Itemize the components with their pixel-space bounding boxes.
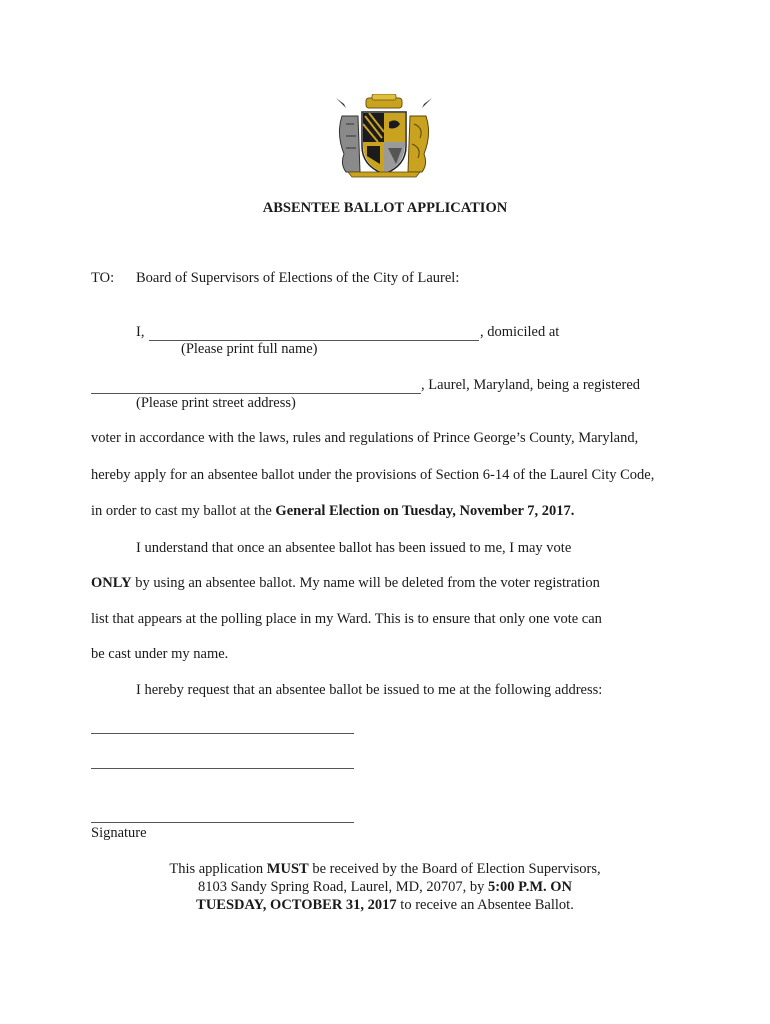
signature-label: Signature <box>91 825 147 841</box>
footer-text: 8103 Sandy Spring Road, Laurel, MD, 20707, by <box>197 879 488 895</box>
footer-text: be received by the Board of Election Supervisors, <box>308 861 601 877</box>
footer-line-1 <box>0 861 770 878</box>
body-line: list that appears at the polling place in my Ward. This is to ensure that only one vote can <box>91 611 602 627</box>
street-address-field[interactable] <box>91 393 421 394</box>
body-line: voter in accordance with the laws, rules and regulations of Prince George’s County, Maryland, <box>91 430 639 446</box>
to-recipient: Board of Supervisors of Elections of the City of Laurel: <box>136 270 460 286</box>
footer-must: MUST <box>266 861 309 877</box>
body-line: I hereby request that an absentee ballot be issued to me at the following address: <box>136 682 603 698</box>
footer-text: This application <box>169 861 267 877</box>
body-line: hereby apply for an absentee ballot under the provisions of Section 6-14 of the Laurel City Code, <box>91 467 655 483</box>
mailing-address-line-1[interactable] <box>91 733 354 734</box>
to-label: TO: <box>91 270 115 286</box>
footer-line-2 <box>0 879 770 896</box>
body-text: by using an absentee ballot. My name will be deleted from the voter registration <box>131 575 600 591</box>
footer-text: to receive an Absentee Ballot. <box>396 897 574 913</box>
body-line: I understand that once an absentee ballot has been issued to me, I may vote <box>136 540 572 556</box>
full-name-hint: (Please print full name) <box>181 341 318 357</box>
body-text: in order to cast my ballot at the <box>91 503 276 519</box>
election-date: General Election on Tuesday, November 7, 2017. <box>275 503 575 519</box>
address-suffix: , Laurel, Maryland, being a registered <box>421 377 641 393</box>
street-address-hint: (Please print street address) <box>136 395 296 411</box>
page-title: ABSENTEE BALLOT APPLICATION <box>262 200 508 216</box>
footer-deadline-time: 5:00 P.M. ON <box>487 879 573 895</box>
footer-deadline-date: TUESDAY, OCTOBER 31, 2017 <box>196 897 397 913</box>
mailing-address-line-2[interactable] <box>91 768 354 769</box>
body-line <box>91 575 600 592</box>
signature-field[interactable] <box>91 822 354 823</box>
body-line <box>91 503 574 520</box>
footer-line-3 <box>0 897 770 914</box>
emphasis-only: ONLY <box>91 575 132 591</box>
body-line: be cast under my name. <box>91 646 229 662</box>
name-suffix: , domiciled at <box>480 324 560 340</box>
city-seal-icon <box>334 94 434 178</box>
name-prefix: I, <box>136 324 145 340</box>
